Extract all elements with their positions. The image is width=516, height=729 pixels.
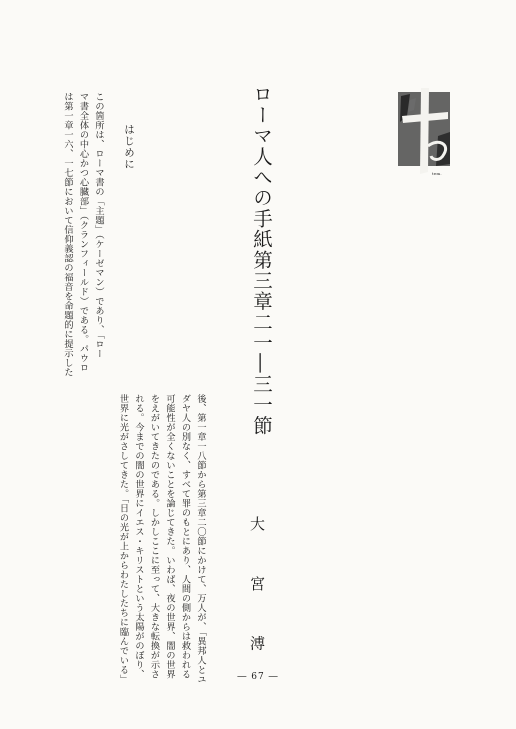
- body-line: をえがいてきたのである。しかしここに至って、大きな転換が示さ: [148, 394, 160, 679]
- intro-line: この箇所は、ローマ書の「主題」（ケーゼマン）であり、「ロー: [93, 92, 104, 359]
- author-name: 大 宮 溥: [248, 516, 266, 671]
- section-heading: はじめに: [123, 124, 135, 170]
- intro-paragraph: [58, 92, 106, 377]
- body-paragraph: [58, 394, 208, 684]
- body-line: 後、第一章一八節から第三章二〇節にかけて、万人が、「異邦人とユ: [195, 394, 206, 684]
- page-number: ― 67 ―: [237, 672, 279, 682]
- intro-line: マ書全体の中心かつ心臓部」（クランフィールド）である。パウロ: [77, 92, 89, 373]
- body-line: ダヤ人の別なく、すべて罪のもとにあり、人間の側からは救われる: [179, 394, 191, 679]
- cross-logo-icon: [398, 86, 454, 178]
- body-line: れる。今までの闇の世界にイエス・キリストという太陽がのぼり、: [133, 394, 144, 679]
- logo-caption: tem.: [432, 171, 442, 176]
- body-line: 可能性が全くないことを論じてきた。いわば、夜の世界、闇の世界: [164, 394, 175, 679]
- article-title: ローマ人への手紙第三章二一―三一節: [250, 84, 273, 436]
- body-line: 世界に光がさしてきた。「日の光が上からわたしたちに臨んでいる」: [117, 394, 129, 684]
- intro-line: は第一章一六、一七節において信仰義認の福音を命題的に提示した: [62, 92, 73, 377]
